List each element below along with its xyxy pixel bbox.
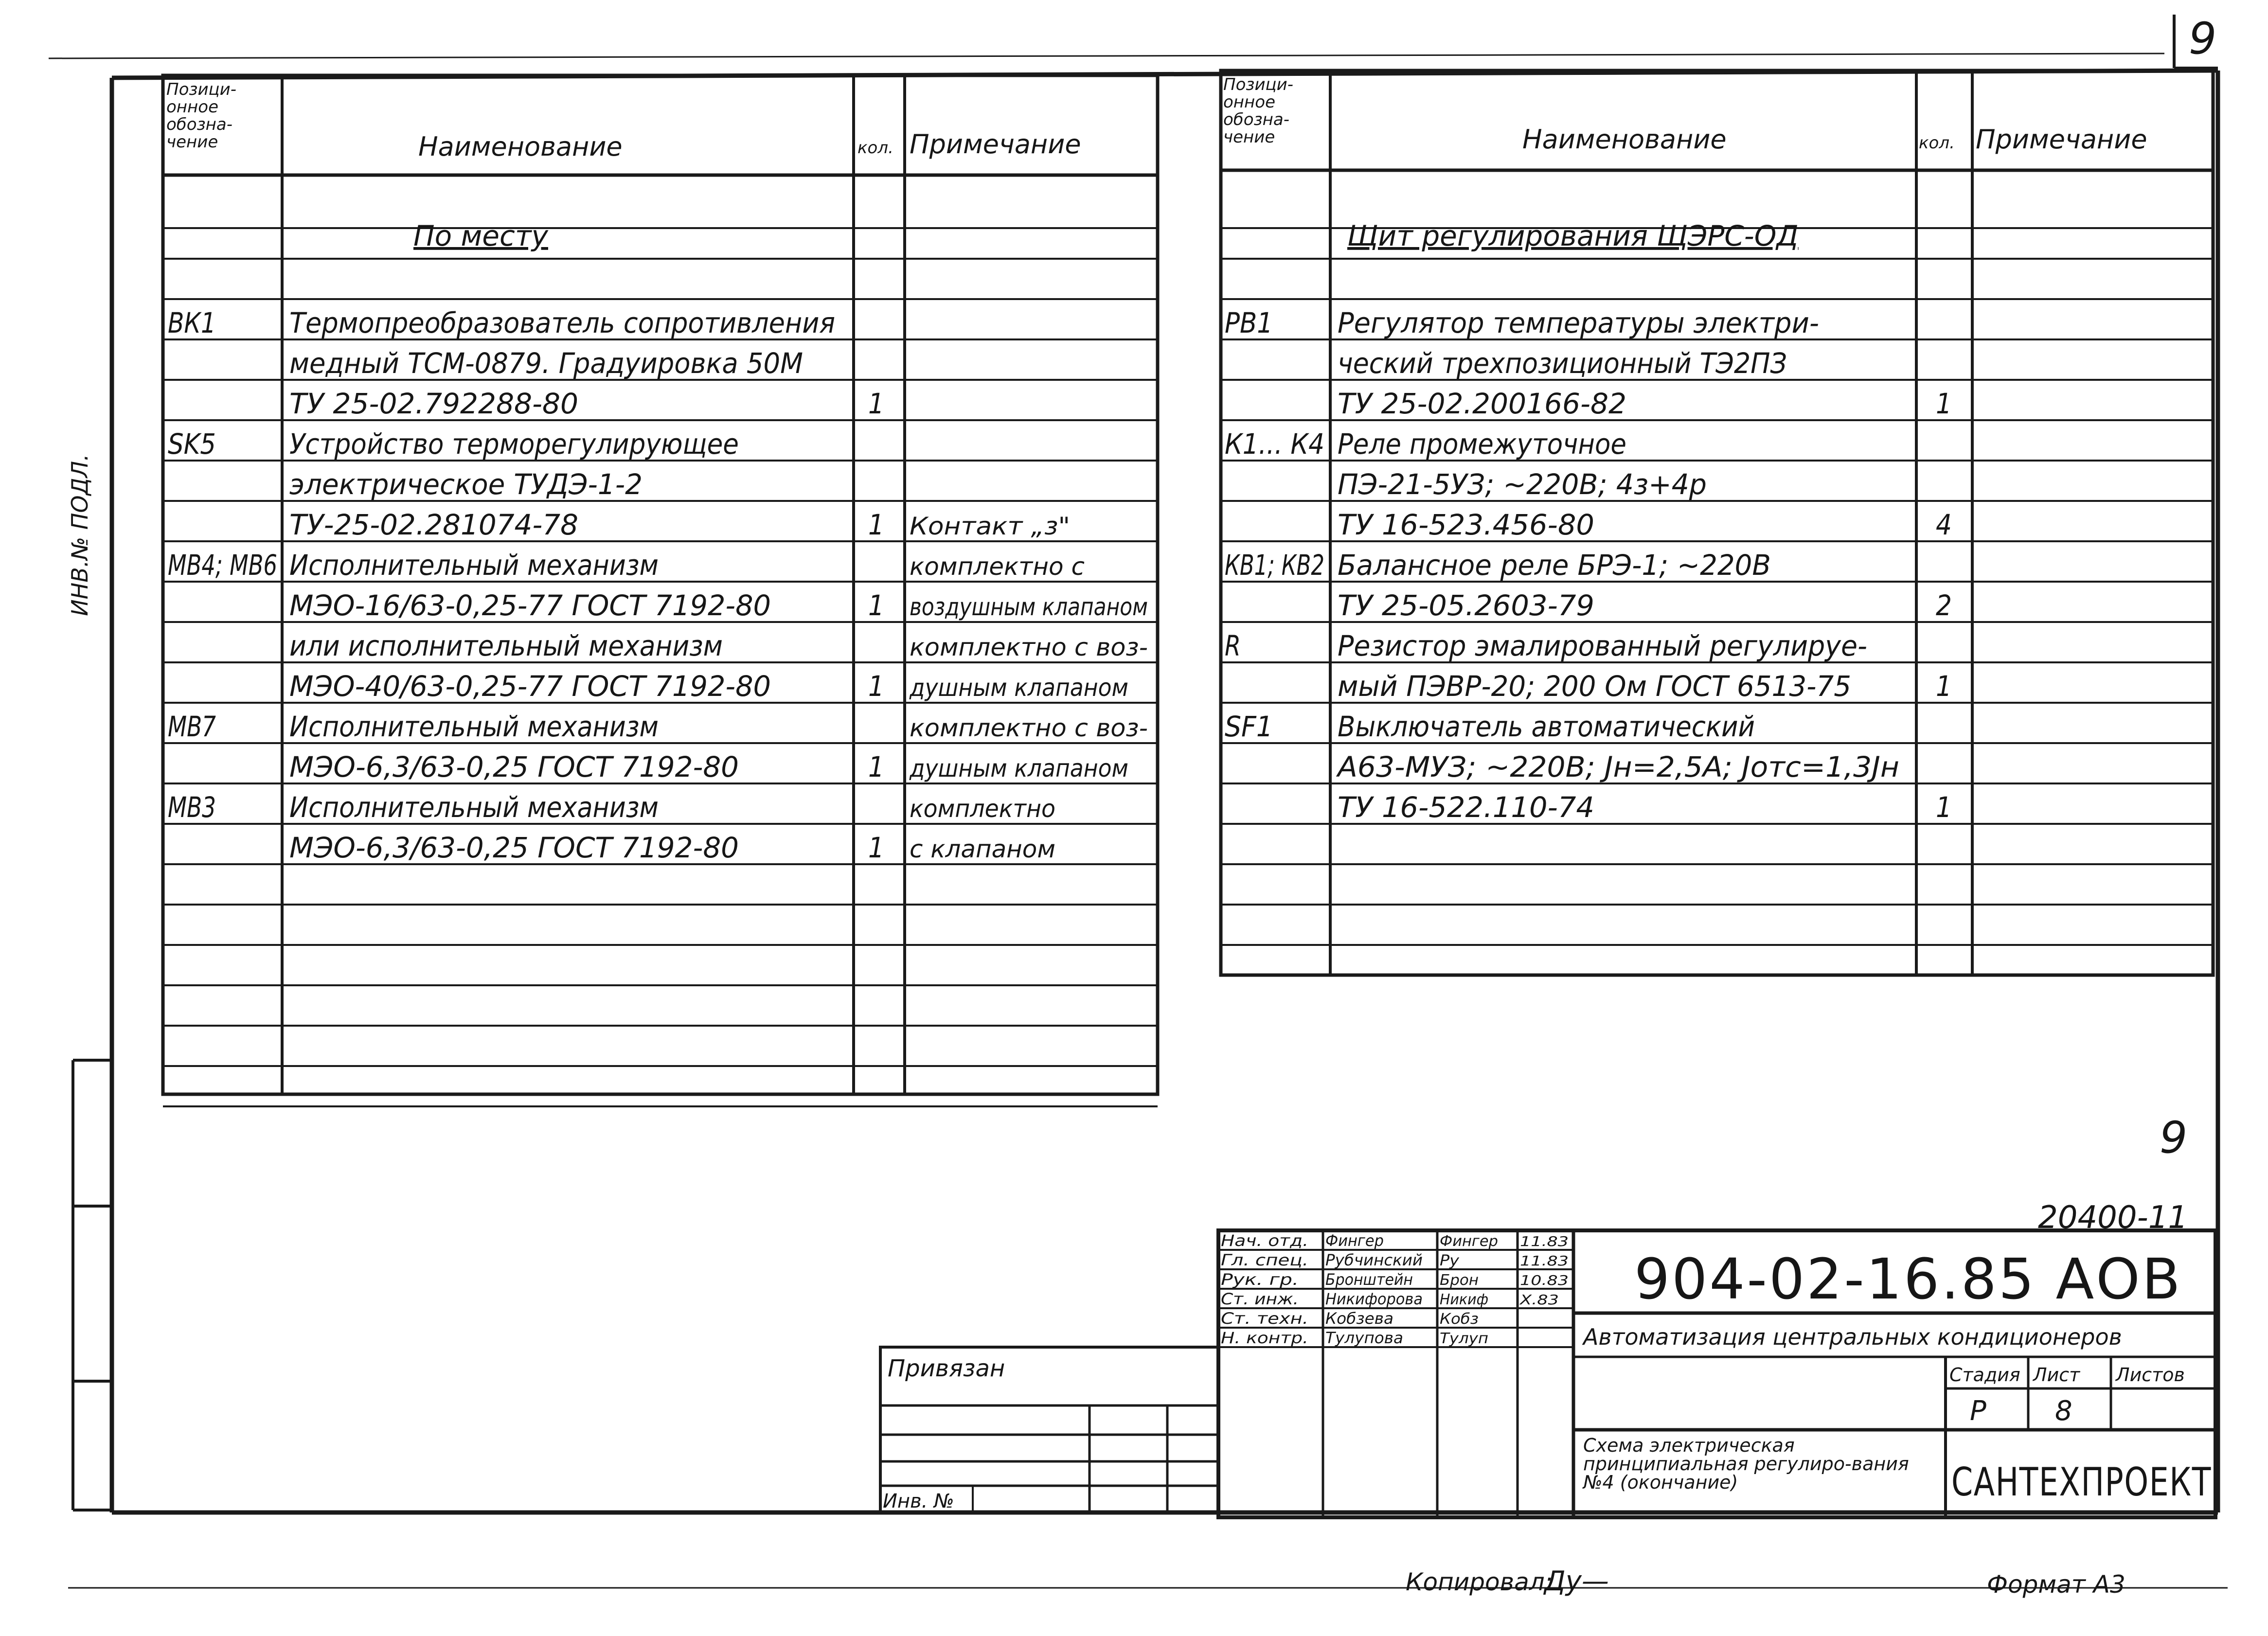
table-row [168, 427, 739, 461]
signature-date: 10.83 [1520, 1272, 1569, 1288]
row-name: ТУ 25-02.792288-80 [289, 387, 578, 420]
signature-name: Никифорова [1325, 1290, 1423, 1308]
left-spec-table [163, 75, 1158, 1106]
row-note: Контакт „з" [910, 512, 1070, 540]
row-name: ческий трехпозиционный ТЭ2ПЗ [1338, 347, 1787, 380]
row-name: ТУ 16-522.110-74 [1338, 791, 1594, 824]
row-name: МЭО-6,3/63-0,25 ГОСТ 7192-80 [289, 750, 739, 783]
signature-sign: Никиф [1440, 1291, 1488, 1308]
row-name: ТУ 16-523.456-80 [1338, 508, 1594, 541]
signature-date: 11.83 [1520, 1233, 1569, 1249]
row-note: комплектно с воз- [910, 714, 1148, 742]
row-qty: 1 [868, 670, 884, 703]
left-header-qty: кол. [857, 138, 893, 158]
row-name: Выключатель автоматический [1338, 710, 1755, 743]
row-qty: 1 [1936, 387, 1952, 420]
row-note: комплектно с воз- [910, 633, 1148, 661]
row-pos: МВ4; МВ6 [168, 549, 277, 582]
header-line: Позици- [1223, 75, 1294, 94]
row-qty: 1 [868, 831, 884, 864]
row-name: мый ПЭВР-20; 200 Ом ГОСТ 6513-75 [1338, 670, 1851, 703]
table-row [1338, 387, 1952, 420]
drawing-title [1582, 1435, 1909, 1493]
table-row [289, 347, 803, 380]
row-name: МЭО-40/63-0,25-77 ГОСТ 7192-80 [289, 670, 771, 703]
drawing-title-line: Схема электрическая [1583, 1435, 1795, 1456]
stage-label: Стадия [1949, 1364, 2020, 1386]
row-qty: 1 [868, 750, 884, 783]
row-name: электрическое ТУДЭ-1-2 [289, 468, 643, 501]
vertical-label: ИНВ.№ ПОДЛ. [67, 454, 93, 616]
row-name: Реле промежуточное [1338, 427, 1626, 461]
right-section-title: Щит регулирования ЩЭРС-ОД [1347, 219, 1799, 252]
signature-role: Н. контр. [1221, 1329, 1308, 1347]
signature-row [1221, 1290, 1559, 1308]
row-pos: МВ7 [168, 710, 216, 743]
row-pos: ВК1 [168, 306, 216, 339]
signature-role: Нач. отд. [1221, 1231, 1308, 1250]
row-name: Балансное реле БРЭ-1; ~220В [1338, 549, 1771, 582]
table-row [1338, 347, 1787, 380]
signature-name: Фингер [1325, 1231, 1384, 1250]
row-name: МЭО-16/63-0,25-77 ГОСТ 7192-80 [289, 589, 771, 622]
table-row [1338, 791, 1952, 824]
sheet-number-corner: 9 [2189, 13, 2217, 64]
stage-value: Р [1970, 1395, 1986, 1427]
table-row [168, 549, 1085, 582]
left-section-title: По месту [413, 219, 548, 252]
archive-number: 20400-11 [2038, 1200, 2188, 1236]
row-name: ТУ-25-02.281074-78 [289, 508, 578, 541]
table-row [1338, 468, 1707, 501]
signature-role: Рук. гр. [1221, 1270, 1299, 1289]
row-name: ТУ 25-02.200166-82 [1338, 387, 1626, 420]
table-row [1225, 427, 1626, 461]
row-note: с клапаном [910, 835, 1055, 863]
row-note: комплектно [910, 795, 1055, 823]
row-name: Резистор эмалированный регулируе- [1338, 629, 1867, 662]
row-name: Исполнительный механизм [289, 549, 659, 582]
signature-sign: Кобз [1440, 1311, 1479, 1328]
row-qty: 1 [868, 387, 884, 420]
right-header-pos [1223, 75, 1293, 147]
row-pos: SF1 [1225, 710, 1273, 743]
table-row [1225, 549, 1771, 582]
table-row [289, 387, 884, 420]
left-header-note: Примечание [910, 129, 1081, 160]
row-name: Устройство терморегулирующее [289, 427, 739, 461]
header-line: чение [166, 132, 218, 152]
sheet-label: Лист [2033, 1364, 2080, 1386]
signature-sign: Тулуп [1440, 1330, 1488, 1347]
table-row [1338, 508, 1952, 541]
row-qty: 1 [868, 589, 884, 622]
right-header-name: Наименование [1522, 124, 1727, 155]
signature-row [1221, 1329, 1488, 1347]
right-header-note: Примечание [1976, 124, 2147, 155]
row-name: ТУ 25-05.2603-79 [1338, 589, 1594, 622]
signature-sign: Брон [1440, 1272, 1479, 1289]
row-qty: 2 [1936, 589, 1952, 622]
row-pos: РВ1 [1225, 306, 1273, 339]
row-name: Исполнительный механизм [289, 791, 659, 824]
signature-sign: Фингер [1440, 1233, 1498, 1250]
signature-role: Ст. инж. [1221, 1290, 1299, 1308]
row-name: Термопреобразователь сопротивления [289, 306, 835, 339]
drawing-title-line: №4 (окончание) [1583, 1472, 1738, 1493]
signature-role: Гл. спец. [1221, 1251, 1308, 1269]
signature-name: Бронштейн [1325, 1270, 1413, 1289]
table-row [1225, 710, 1755, 743]
row-name: МЭО-6,3/63-0,25 ГОСТ 7192-80 [289, 831, 739, 864]
row-pos: SK5 [168, 427, 216, 461]
sheet-number-mid: 9 [2160, 1112, 2188, 1163]
table-row [1336, 750, 1899, 783]
copied-sign: Ду— [1544, 1565, 1609, 1597]
row-pos: К1... К4 [1225, 427, 1324, 461]
row-pos: МВ3 [168, 791, 216, 824]
project-title: Автоматизация центральных кондиционеров [1583, 1324, 2122, 1350]
row-pos: КВ1; КВ2 [1225, 549, 1324, 582]
signature-name: Кобзева [1325, 1309, 1393, 1328]
table-row [289, 831, 1055, 864]
row-name: медный ТСМ-0879. Градуировка 50М [289, 347, 803, 380]
row-note: комплектно с [910, 552, 1085, 581]
header-line: онное [166, 97, 218, 117]
signature-name: Тулупова [1325, 1329, 1403, 1347]
row-note: душным клапаном [909, 754, 1128, 782]
table-row [289, 750, 1128, 783]
table-row [168, 791, 1055, 824]
header-line: Позици- [166, 80, 237, 99]
sheets-label: Листов [2116, 1364, 2185, 1386]
table-row [168, 710, 1148, 743]
left-header-pos [166, 80, 236, 152]
table-row [289, 670, 1128, 703]
row-note: душным клапаном [909, 674, 1128, 702]
row-name: Регулятор температуры электри- [1338, 306, 1819, 339]
row-note: воздушным клапаном [910, 593, 1148, 621]
table-row [289, 629, 1148, 662]
header-line: онное [1223, 92, 1275, 112]
row-qty: 1 [868, 508, 884, 541]
header-line: чение [1223, 127, 1275, 147]
inv-label: Инв. № [883, 1490, 954, 1512]
table-row [1338, 670, 1952, 703]
table-row [1225, 629, 1867, 662]
row-name: или исполнительный механизм [289, 629, 723, 662]
signature-date: Х.83 [1518, 1292, 1559, 1308]
signature-role: Ст. техн. [1221, 1309, 1308, 1328]
header-line: обозна- [166, 115, 232, 134]
table-row [289, 589, 1148, 622]
drawing-title-line: принципиальная регулиро-вания [1583, 1453, 1909, 1475]
table-row [1338, 589, 1952, 622]
doc-code: 904-02-16.85 АОВ [1634, 1247, 2182, 1312]
signature-name: Рубчинский [1325, 1251, 1423, 1269]
organization: САНТЕХПРОЕКТ [1951, 1459, 2212, 1505]
table-row [289, 508, 1070, 541]
header-line: обозна- [1223, 110, 1289, 129]
right-header-qty: кол. [1919, 133, 1955, 153]
row-qty: 4 [1936, 508, 1952, 541]
title-block [1218, 1230, 2215, 1517]
row-name: ПЭ-21-5УЗ; ~220В; 4з+4р [1338, 468, 1707, 501]
table-row [289, 468, 643, 501]
signature-sign: Ру [1440, 1252, 1460, 1269]
bound-label: Привязан [888, 1355, 1005, 1382]
signature-date: 11.83 [1520, 1253, 1569, 1269]
copied-label: Копировал: [1406, 1568, 1553, 1596]
table-row [168, 306, 835, 339]
bound-block [880, 1347, 1218, 1512]
row-pos: R [1225, 629, 1241, 662]
row-name: А63-МУЗ; ~220В; Jн=2,5А; Jотс=1,3Jн [1335, 750, 1899, 783]
sheet-value: 8 [2055, 1395, 2072, 1427]
table-row [1225, 306, 1819, 339]
row-qty: 1 [1936, 791, 1952, 824]
row-qty: 1 [1936, 670, 1952, 703]
signature-row [1221, 1309, 1479, 1328]
left-header-name: Наименование [418, 131, 623, 162]
right-spec-table [1221, 71, 2213, 975]
row-name: Исполнительный механизм [289, 710, 659, 743]
format-label: Формат А3 [1987, 1570, 2125, 1599]
binding-strip [67, 454, 112, 1510]
